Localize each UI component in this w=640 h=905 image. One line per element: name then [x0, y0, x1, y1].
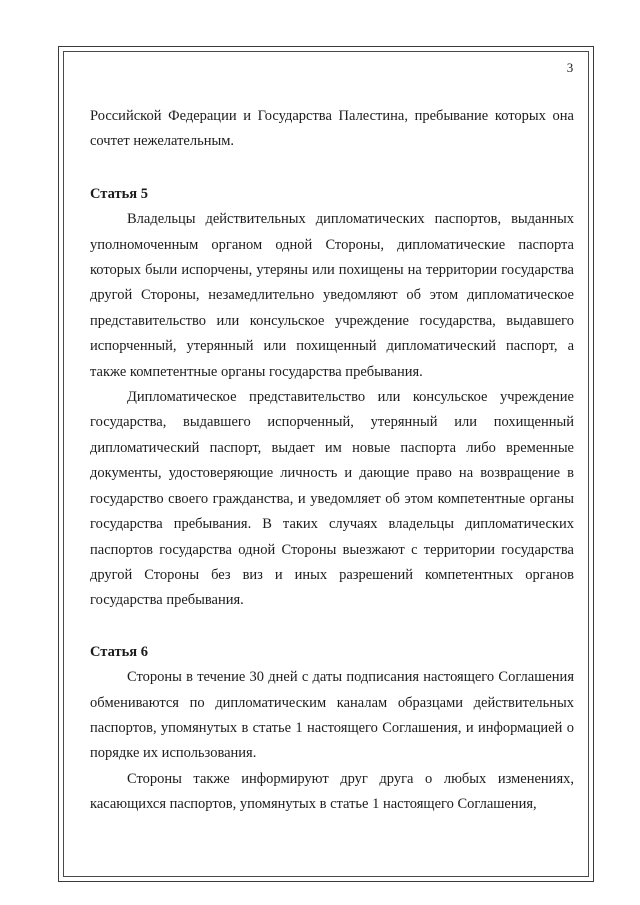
- page-number: 3: [566, 60, 574, 75]
- section-spacer: [90, 155, 574, 182]
- article-6-heading: Статья 6: [90, 643, 148, 660]
- section-spacer: [90, 614, 574, 640]
- document-body: [90, 104, 574, 818]
- article-6-paragraph-1: Стороны в течение 30 дней с даты подписания настоящего Соглашения обмениваются по дипломатическим каналам образцами действительных паспортов, упомянутых в статье 1 настоящего Соглашения, и информацией о порядке их использования.: [90, 669, 574, 762]
- article-5-heading: Статья 5: [90, 185, 148, 202]
- article-5-paragraph-1: Владельцы действительных дипломатических паспортов, выданных уполномоченным органом одной Стороны, дипломатические паспорта которых были испорчены, утеряны или похищены на территории государства другой Стороны, незамедлительно уведомляют об этом дипломатическое представительство или консульское учреждение государства, выдавшего испорченный, утерянный или похищенный дипломатический паспорт, а также компетентные органы государства пребывания.: [90, 211, 574, 380]
- intro-paragraph: Российской Федерации и Государства Палестина, пребывание которых она сочтет нежелательным.: [90, 108, 574, 150]
- article-6-paragraph-2: Стороны также информируют друг друга о любых изменениях, касающихся паспортов, упомянутых в статье 1 настоящего Соглашения,: [90, 770, 574, 813]
- article-5-paragraph-2: Дипломатическое представительство или консульское учреждение государства, выдавшего испорченный, утерянный или похищенный дипломатический паспорт, выдает им новые паспорта либо временные документы, удостоверяющие личность и дающие право на возвращение в государство своего гражданства, и уведомляет об этом компетентные органы государства пребывания. В таких случаях владельцы дипломатических паспортов государства одной Стороны выезжают с территории государства другой Стороны без виз и иных разрешений компетентных органов государства пребывания.: [90, 389, 574, 609]
